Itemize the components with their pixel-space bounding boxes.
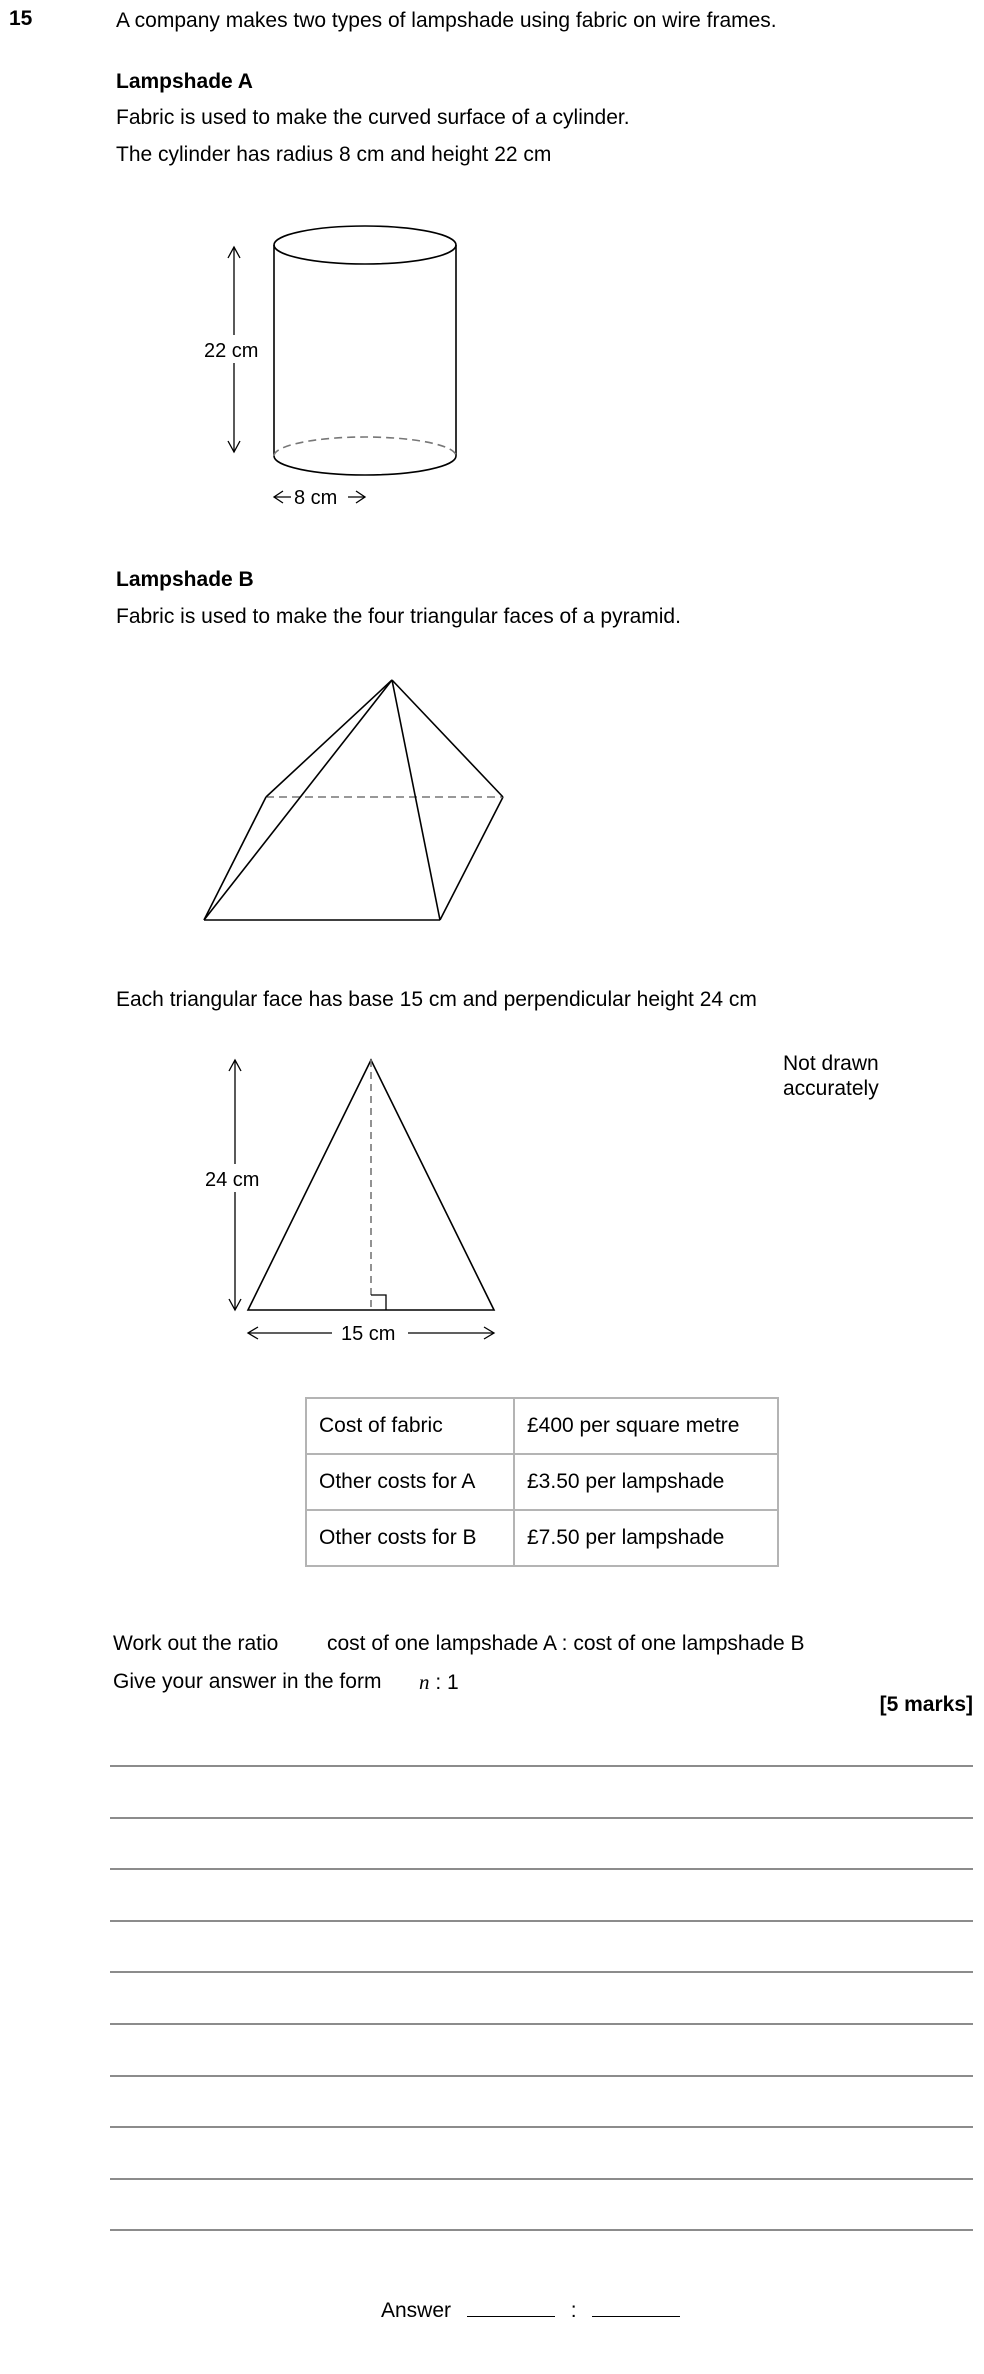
- lampshade-b-heading: Lampshade B: [116, 568, 254, 591]
- table-row: [306, 1398, 778, 1454]
- triangle-height-label: 24 cm: [205, 1169, 260, 1191]
- marks-label: [5 marks]: [879, 1693, 973, 1716]
- task-line2-form: [419, 1668, 459, 1697]
- working-line[interactable]: [110, 2229, 973, 2231]
- cost-item: Cost of fabric: [306, 1398, 514, 1454]
- form-suffix: : 1: [435, 1671, 459, 1694]
- working-line[interactable]: [110, 2126, 973, 2128]
- cost-value: £400 per square metre: [514, 1398, 778, 1454]
- cost-value: £7.50 per lampshade: [514, 1510, 778, 1566]
- not-drawn-accurately-line2: accurately: [783, 1077, 879, 1100]
- cylinder-height-label: 22 cm: [204, 340, 259, 362]
- task-line2-prefix: Give your answer in the form: [113, 1670, 382, 1693]
- working-line[interactable]: [110, 2178, 973, 2180]
- answer-blank-b[interactable]: [592, 2296, 680, 2317]
- cost-value: £3.50 per lampshade: [514, 1454, 778, 1510]
- working-line[interactable]: [110, 2023, 973, 2025]
- cost-item: Other costs for A: [306, 1454, 514, 1510]
- right-angle-marker: [371, 1295, 386, 1310]
- question-intro: A company makes two types of lampshade using fabric on wire frames.: [116, 9, 777, 32]
- working-line[interactable]: [110, 1817, 973, 1819]
- triangle-base-label: 15 cm: [341, 1323, 396, 1345]
- lampshade-a-line2: The cylinder has radius 8 cm and height 22 cm: [116, 143, 552, 166]
- answer-label: Answer: [381, 2299, 452, 2322]
- working-line[interactable]: [110, 1765, 973, 1767]
- answer-separator: :: [570, 2299, 577, 2322]
- cost-item: Other costs for B: [306, 1510, 514, 1566]
- cylinder-radius-label: 8 cm: [294, 487, 338, 509]
- face-dimensions-text: Each triangular face has base 15 cm and perpendicular height 24 cm: [116, 988, 757, 1011]
- working-line[interactable]: [110, 2075, 973, 2077]
- answer-row: [381, 2296, 680, 2325]
- lampshade-a-heading: Lampshade A: [116, 70, 253, 93]
- working-line[interactable]: [110, 1920, 973, 1922]
- n-variable: n: [419, 1670, 430, 1694]
- task-line1-ratio: cost of one lampshade A : cost of one lampshade B: [327, 1632, 805, 1655]
- task-line1-prefix: Work out the ratio: [113, 1632, 279, 1655]
- not-drawn-accurately-line1: Not drawn: [783, 1052, 879, 1075]
- working-line[interactable]: [110, 1868, 973, 1870]
- answer-blank-a[interactable]: [467, 2296, 555, 2317]
- question-number: 15: [9, 7, 33, 30]
- working-line[interactable]: [110, 1971, 973, 1973]
- table-row: [306, 1510, 778, 1566]
- cost-table: [305, 1397, 779, 1567]
- table-row: [306, 1454, 778, 1510]
- lampshade-a-line1: Fabric is used to make the curved surface of a cylinder.: [116, 106, 630, 129]
- lampshade-b-line1: Fabric is used to make the four triangular faces of a pyramid.: [116, 605, 681, 628]
